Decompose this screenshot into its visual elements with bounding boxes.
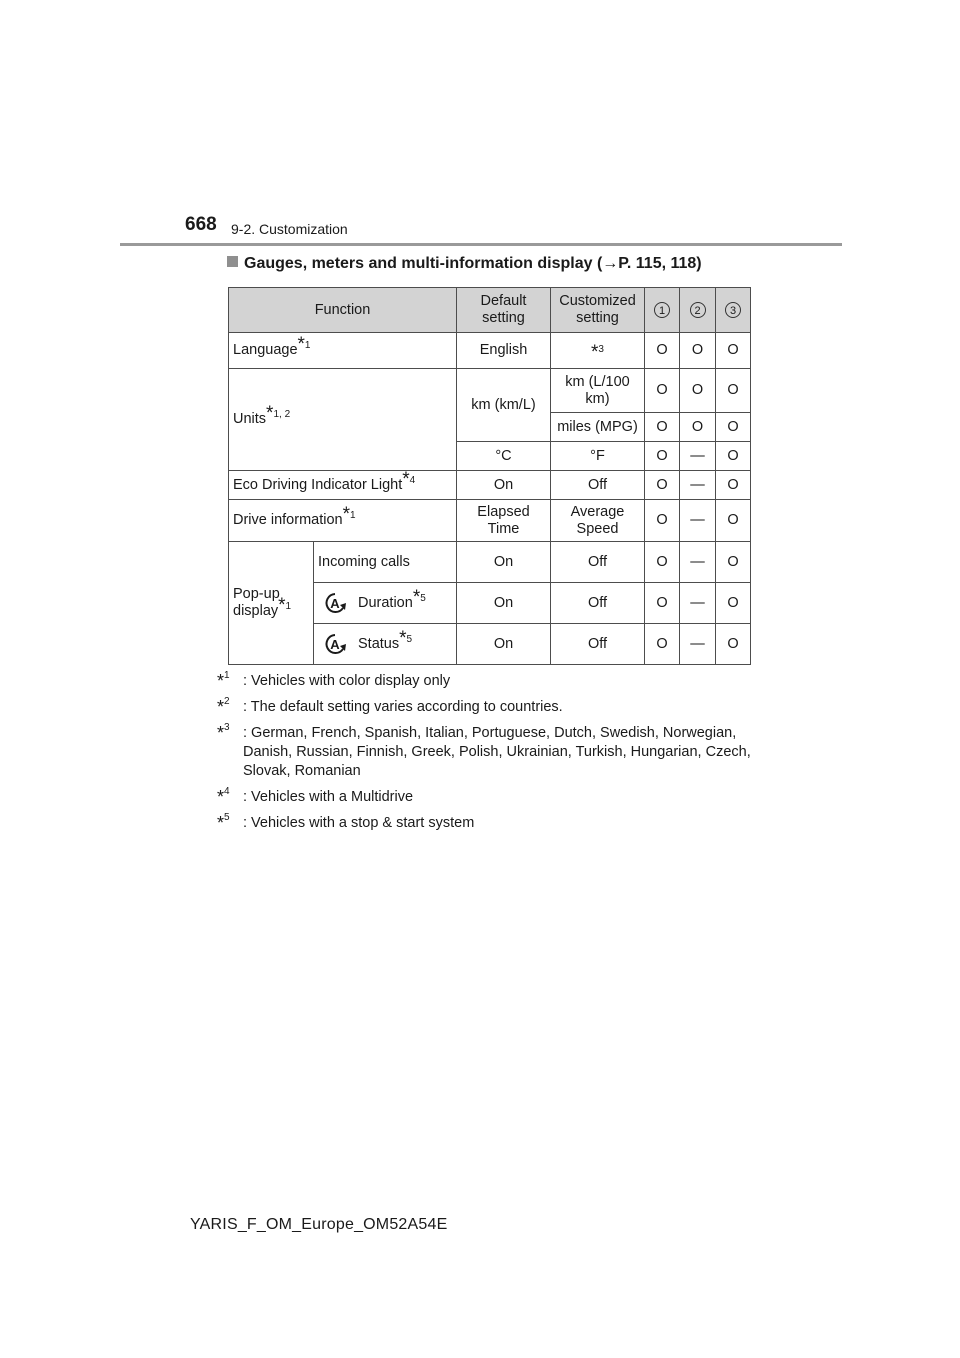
function-label: Pop-up display$^{*1}$ [229, 542, 314, 665]
col2-value: — [680, 471, 716, 500]
label-text: Pop-up display [233, 586, 280, 619]
col1-value: O [645, 369, 680, 413]
col1-value: O [645, 471, 680, 500]
col3-value: O [716, 369, 751, 413]
custom-value: *$^3$ [551, 333, 645, 369]
default-value: Elapsed Time [457, 500, 551, 542]
footnote-number: 3 [224, 722, 230, 733]
circled-number-2: 2 [690, 302, 706, 318]
footnote-text: : Vehicles with color display only [243, 673, 451, 689]
footnotes [217, 672, 757, 840]
col3-value: O [716, 333, 751, 369]
col3-value: O [716, 471, 751, 500]
table-row-eco [229, 471, 751, 500]
auto-stop-start-icon [322, 592, 348, 614]
footnote-number: 2 [224, 696, 230, 707]
circled-number-1: 1 [654, 302, 670, 318]
label-text: Eco Driving Indicator Light [233, 476, 403, 493]
label-text: Units [233, 411, 267, 427]
heading-arrow: → [602, 255, 619, 272]
svg-text:A: A [330, 596, 340, 611]
settings-table [228, 287, 751, 665]
footnote-ref: 1 [285, 601, 292, 612]
default-value: °C [457, 442, 551, 471]
footnote-4: *$^4$ : Vehicles with a Multidrive [217, 786, 414, 807]
header-function: Function [229, 288, 457, 333]
table-row-popup-incoming [229, 542, 751, 583]
custom-value: Off [551, 471, 645, 500]
footnote-ref: 4 [409, 474, 416, 486]
table-header-row [229, 288, 751, 333]
col1-value: O [645, 333, 680, 369]
col1-value: O [645, 624, 680, 665]
col1-value: O [645, 542, 680, 583]
footnote-ref: 5 [406, 633, 413, 645]
header-col-2 [680, 288, 716, 333]
header-customized: Customized setting [551, 288, 645, 333]
default-value: On [457, 624, 551, 665]
col1-value: O [645, 583, 680, 624]
table-row-drive [229, 500, 751, 542]
default-value: English [457, 333, 551, 369]
header-col-1 [645, 288, 680, 333]
col3-value: O [716, 583, 751, 624]
footnote-5: *$^5$ : Vehicles with a stop & start system [217, 812, 475, 833]
sub-function-label: Incoming calls [314, 542, 457, 583]
custom-value: Average Speed [551, 500, 645, 542]
section-title: 9-2. Customization [231, 221, 348, 237]
sub-function-label: A Status$^{*5}$ [314, 624, 457, 665]
heading-text: Gauges, meters and multi-information display ( [244, 255, 603, 272]
table-row-language [229, 333, 751, 369]
svg-text:A: A [330, 637, 340, 652]
footnote-1: *$^1$ : Vehicles with color display only [217, 670, 451, 691]
col3-value: O [716, 500, 751, 542]
footnote-ref: 1, 2 [273, 409, 291, 420]
label-text: Drive information [233, 512, 343, 528]
function-label: Language$^{*1}$ [229, 333, 457, 369]
col3-value: O [716, 542, 751, 583]
footnote-number: 1 [224, 670, 230, 681]
footnote-number: 5 [224, 812, 230, 823]
function-label: Units$^{*1, 2}$ [229, 369, 457, 471]
col2-value: O [680, 413, 716, 442]
col2-value: — [680, 583, 716, 624]
table-row-units-1 [229, 369, 751, 413]
footnote-ref: 1 [304, 340, 311, 351]
header-default: Default setting [457, 288, 551, 333]
footnote-text: : Vehicles with a Multidrive [243, 789, 414, 805]
footnote-number: 4 [224, 786, 230, 797]
col3-value: O [716, 442, 751, 471]
heading-ref[interactable]: P. 115, 118) [618, 255, 702, 272]
section-heading [227, 255, 702, 273]
label-text: Language [233, 342, 298, 358]
default-value: km (km/L) [457, 369, 551, 442]
header-rule [120, 243, 842, 246]
sub-function-label: A Duration$^{*5}$ [314, 583, 457, 624]
custom-value: Off [551, 542, 645, 583]
col2-value: — [680, 500, 716, 542]
label-text: Duration [358, 594, 413, 611]
footnote-text: : The default setting varies according to countries. [243, 699, 563, 715]
custom-value: Off [551, 624, 645, 665]
footnote-text: : German, French, Spanish, Italian, Portuguese, Dutch, Swedish, Norwegian, Danish, Russian, Finnish, Greek, Polish, Ukrainian, Turkish, Hungarian, Czech, Slovak, Romanian [243, 725, 751, 779]
function-label: Eco Driving Indicator Light$^{*4}$ [229, 471, 457, 500]
col1-value: O [645, 442, 680, 471]
circled-number-3: 3 [725, 302, 741, 318]
footnote-ref: 3 [598, 343, 604, 355]
default-value: On [457, 471, 551, 500]
col2-value: — [680, 624, 716, 665]
square-bullet-icon [227, 256, 238, 267]
footnote-ref: 1 [350, 510, 356, 521]
col2-value: O [680, 333, 716, 369]
footnote-ref: 5 [420, 592, 426, 604]
footnote-2: *$^2$ : The default setting varies according to countries. [217, 696, 563, 717]
col2-value: — [680, 442, 716, 471]
auto-stop-start-icon [322, 633, 348, 655]
col2-value: O [680, 369, 716, 413]
header-col-3 [716, 288, 751, 333]
custom-value: Off [551, 583, 645, 624]
function-label: Drive information$^{*1}$ [229, 500, 457, 542]
label-text: Status [358, 635, 400, 652]
col1-value: O [645, 413, 680, 442]
col3-value: O [716, 413, 751, 442]
default-value: On [457, 583, 551, 624]
default-value: On [457, 542, 551, 583]
col3-value: O [716, 624, 751, 665]
document-code: YARIS_F_OM_Europe_OM52A54E [190, 1216, 448, 1233]
footnote-text: : Vehicles with a stop & start system [243, 815, 475, 831]
col2-value: — [680, 542, 716, 583]
custom-value: °F [551, 442, 645, 471]
page-number: 668 [185, 214, 217, 235]
custom-value: km (L/100 km) [551, 369, 645, 413]
col1-value: O [645, 500, 680, 542]
custom-value: miles (MPG) [551, 413, 645, 442]
footnote-3: *$^3$ : German, French, Spanish, Italian, Portuguese, Dutch, Swedish, Norwegian, Danish, Russian, Finnish, Greek, Polish, Ukrainian, Turkish, Hungarian, Czech, Slovak, Romanian [217, 722, 751, 779]
